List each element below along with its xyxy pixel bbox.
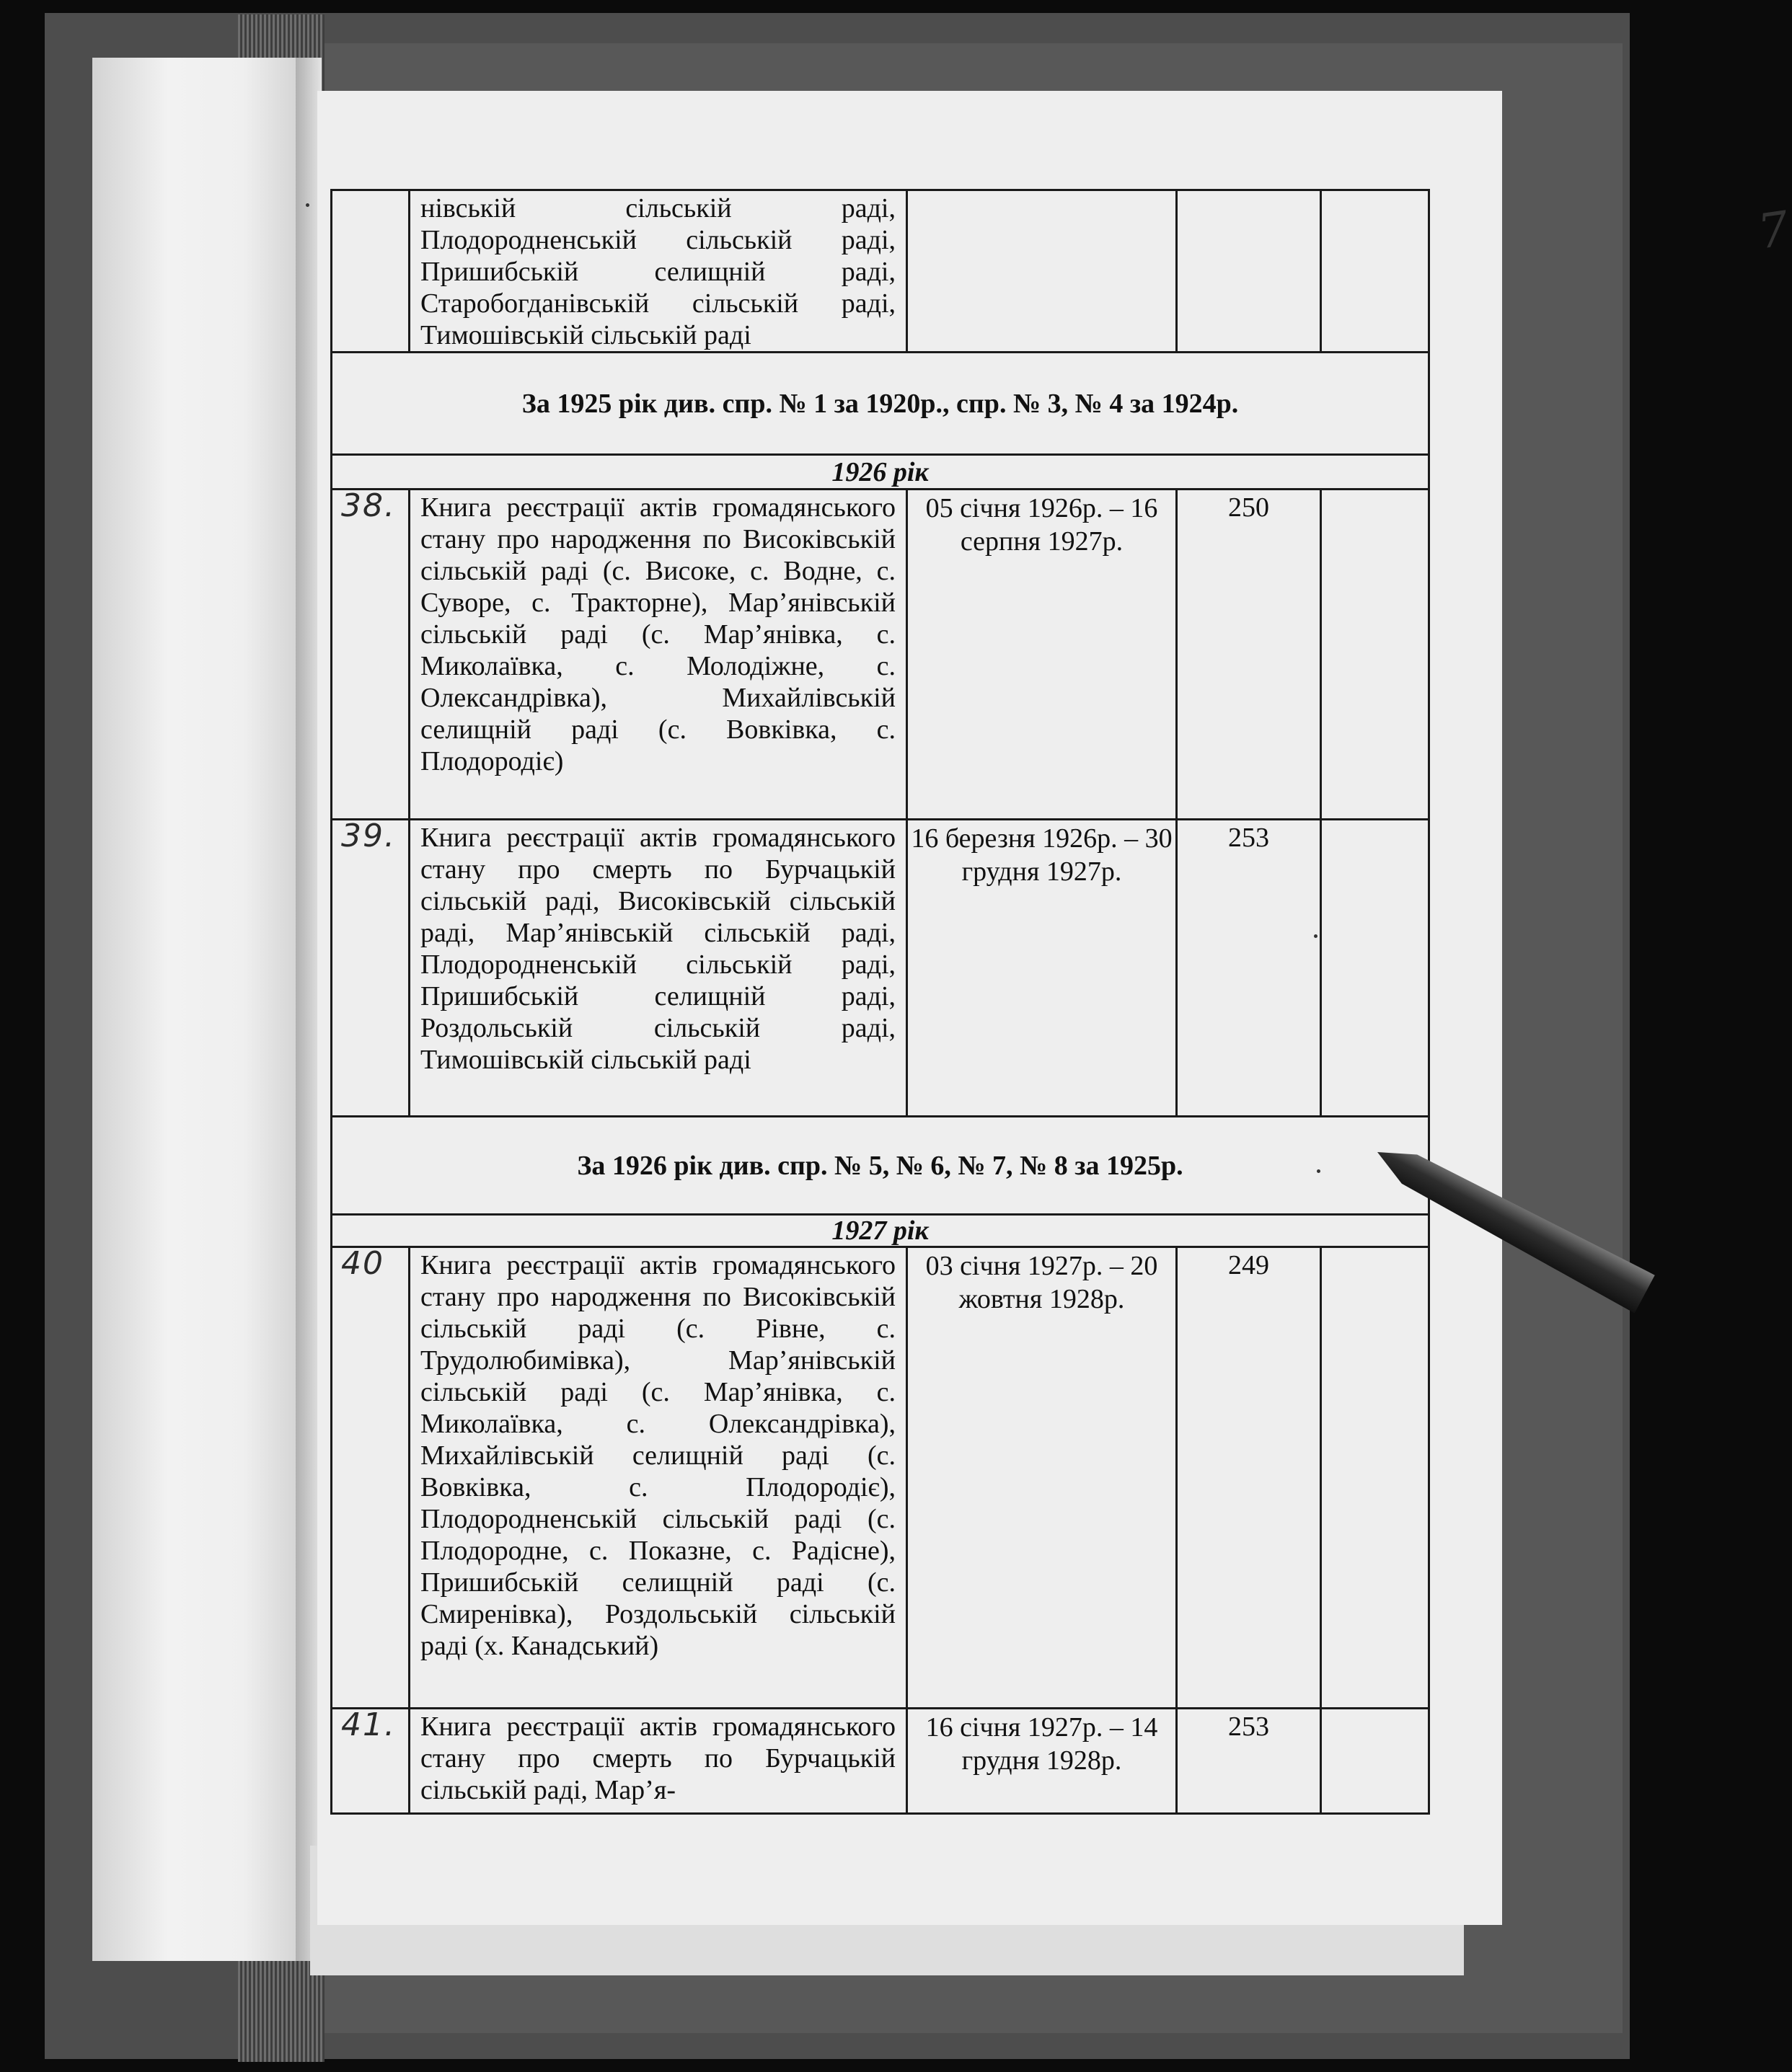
file-title: Книга реєстрації актів громадянського стану про народження по Високівській сільській раді (с. Рівне, с. Трудолюбимівка), Мар’янівській сільській раді (с. Мар’янівка, с. Миколаївка, с. Олександрівка), Михайлівській селищній раді (с. Вовківка, с. Плодородіє), Плодородненській сільській раді (с. Плодородне, с. Показне, с. Радісне), Пришибській селищній раді (с. Смиренівка), Роздольській сільській раді (х. Канадський): [410, 1247, 907, 1709]
table-row: [332, 190, 1429, 353]
year-row: [332, 455, 1429, 490]
notes-cell: [1321, 1247, 1429, 1709]
file-title: Книга реєстрації актів громадянського стану про народження по Високівській сільській раді (с. Високе, с. Водне, с. Суворе, с. Тракторне), Мар’янівській сільській раді (с. Мар’янівка, с. Миколаївка, с. Молодіжне, с. Олександрівка), Михайлівській селищній раді (с. Вовківка, с. Плодородіє): [410, 490, 907, 820]
year-heading: 1927 рік: [332, 1215, 1429, 1247]
see-note-row: [332, 1117, 1429, 1215]
paper-speck: [1317, 1169, 1320, 1173]
table-row: [332, 490, 1429, 820]
file-title: нівській сільській раді, Плодородненській сільській раді, Пришибській селищній раді, Старобогданівській сільській раді, Тимошівській сільській раді: [410, 190, 907, 353]
file-title: Книга реєстрації актів громадянського стану про смерть по Бурчацькій сільській раді, Високівській сільській раді, Мар’янівській сільській раді, Плодородненській сільській раді, Пришибській селищній раді, Роздольській сільській раді, Тимошівській сільській раді: [410, 820, 907, 1117]
row-number-cell: 39.: [332, 820, 410, 1117]
file-title: Книга реєстрації актів громадянського стану про смерть по Бурчацькій сільській раді, Мар’я-: [410, 1709, 907, 1814]
file-dates: 16 січня 1927р. – 14 грудня 1928р.: [907, 1709, 1177, 1814]
paper-speck: [1314, 934, 1317, 938]
file-dates: 16 березня 1926р. – 30 грудня 1927р.: [907, 820, 1177, 1117]
table-row: [332, 1709, 1429, 1814]
inventory-table: [330, 189, 1430, 1815]
row-number-cell: 41.: [332, 1709, 410, 1814]
see-note-row: [332, 353, 1429, 455]
file-dates: 05 січня 1926р. – 16 серпня 1927р.: [907, 490, 1177, 820]
notes-cell: [1321, 1709, 1429, 1814]
year-heading: 1926 рік: [332, 455, 1429, 490]
folio-number: 7: [1754, 200, 1792, 260]
table-row: [332, 820, 1429, 1117]
sheet-count: 253: [1177, 1709, 1321, 1814]
binding-hole-mark: [306, 203, 309, 207]
left-page-edge: [92, 58, 309, 1961]
table-row: [332, 1247, 1429, 1709]
file-dates: [907, 190, 1177, 353]
sheet-count: 253: [1177, 820, 1321, 1117]
sheet-count: 250: [1177, 490, 1321, 820]
year-row: [332, 1215, 1429, 1247]
sheet-count: 249: [1177, 1247, 1321, 1709]
row-number-cell: 38.: [332, 490, 410, 820]
sheet-count: [1177, 190, 1321, 353]
file-dates: 03 січня 1927р. – 20 жовтня 1928р.: [907, 1247, 1177, 1709]
notes-cell: [1321, 490, 1429, 820]
row-number-cell: [332, 190, 410, 353]
notes-cell: [1321, 820, 1429, 1117]
see-reference-note: За 1926 рік див. спр. № 5, № 6, № 7, № 8 за 1925р.: [332, 1117, 1429, 1215]
notes-cell: [1321, 190, 1429, 353]
row-number-cell: 40: [332, 1247, 410, 1709]
see-reference-note: За 1925 рік див. спр. № 1 за 1920р., спр. № 3, № 4 за 1924р.: [332, 353, 1429, 455]
